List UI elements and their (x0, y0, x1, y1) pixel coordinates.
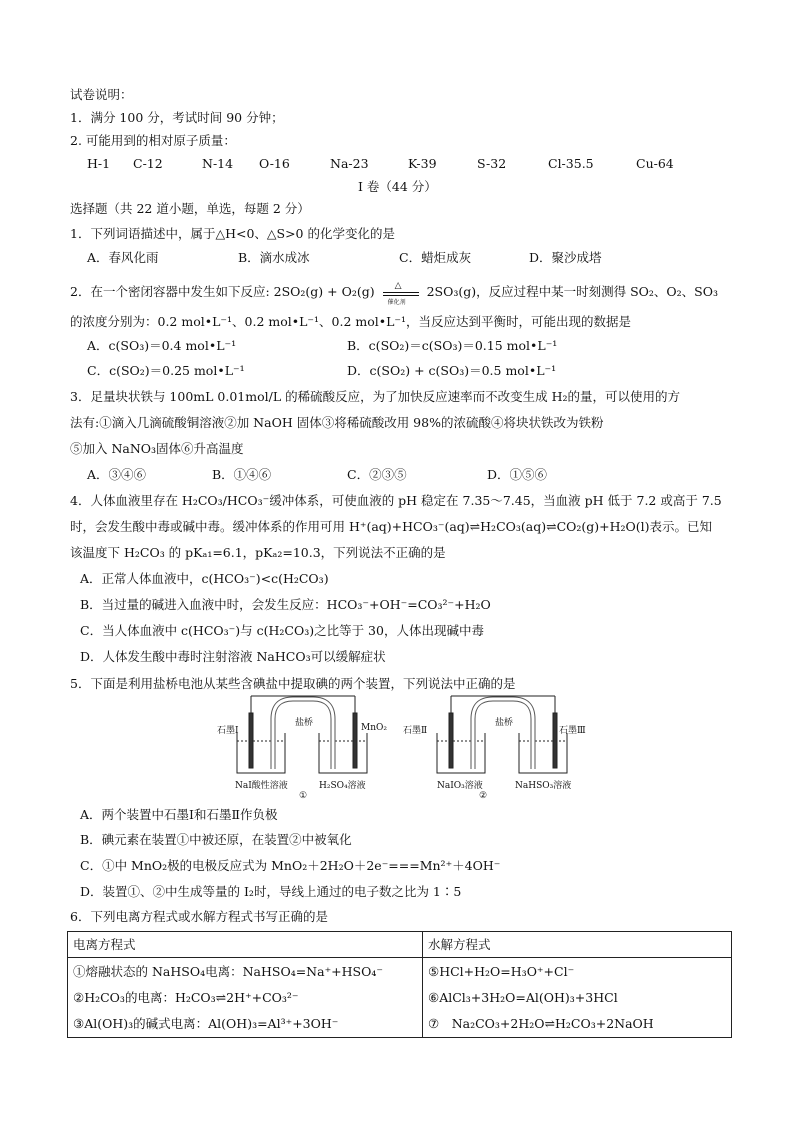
table-cell: ③Al(OH)₃的碱式电离：Al(OH)₃=Al³⁺+3OH⁻ (73, 1016, 339, 1031)
heat-symbol: △ (394, 281, 402, 291)
question-1-option-b: B．滴水成冰 (238, 250, 310, 265)
question-4-line1: 4．人体血液里存在 H₂CO₃/HCO₃⁻缓冲体系，可使血液的 pH 稳定在 7.35～7.45，当血液 pH 低于 7.2 或高于 7.5 (70, 493, 722, 508)
reversible-arrow-icon (382, 281, 420, 306)
mass-item: Cl-35.5 (548, 156, 594, 171)
h2so4-solution-label: H₂SO₄溶液 (319, 781, 366, 791)
question-3-option-a: A．③④⑥ (87, 467, 147, 482)
question-4-option-b: B．当过量的碱进入血液中时，会发生反应：HCO₃⁻+OH⁻=CO₃²⁻+H₂O (80, 597, 491, 612)
question-2-stem (70, 281, 718, 306)
table-header-hydrolysis: 水解方程式 (428, 937, 491, 952)
question-5-option-a: A．两个装置中石墨Ⅰ和石墨Ⅱ作负极 (80, 807, 278, 822)
graphite-3-label: 石墨Ⅲ (559, 726, 586, 736)
equations-table (67, 931, 732, 1038)
question-1-stem: 1．下列词语描述中，属于△H<0、△S>0 的化学变化的是 (70, 226, 395, 241)
table-header-ionization: 电离方程式 (73, 937, 136, 952)
question-2-option-c: C．c(SO₂)＝0.25 mol•L⁻¹ (87, 363, 245, 378)
mass-item: N-14 (202, 156, 234, 171)
question-4-option-d: D．人体发生酸中毒时注射溶液 NaHCO₃可以缓解症状 (80, 649, 386, 664)
question-5-option-c: C．①中 MnO₂极的电极反应式为 MnO₂＋2H₂O＋2e⁻===Mn²⁺＋4OH⁻ (80, 858, 501, 873)
question-2-stem-suffix: 2SO₃(g)，反应过程中某一时刻测得 SO₂、O₂、SO₃ (426, 284, 718, 299)
question-2-option-d: D．c(SO₂) + c(SO₃)＝0.5 mol•L⁻¹ (347, 363, 557, 378)
question-2-option-a: A．c(SO₃)＝0.4 mol•L⁻¹ (87, 338, 237, 353)
question-3-line2: 法有:①滴入几滴硫酸铜溶液②加 NaOH 固体③将稀硫酸改用 98%的浓硫酸④将块状铁改为铁粉 (70, 415, 604, 430)
question-4-option-c: C．当人体血液中 c(HCO₃⁻)与 c(H₂CO₃)之比等于 30，人体出现碱中毒 (80, 623, 484, 638)
mass-item: Na-23 (330, 156, 369, 171)
electrochemical-cells-figure (217, 693, 586, 805)
mass-item: O-16 (259, 156, 290, 171)
table-cell: ⑦ Na₂CO₃+2H₂O⇌H₂CO₃+2NaOH (428, 1016, 654, 1031)
graphite-2-label: 石墨Ⅱ (403, 726, 428, 736)
nai-solution-label: NaI酸性溶液 (235, 781, 288, 791)
question-1-option-d: D．聚沙成塔 (529, 250, 602, 265)
mno2-label: MnO₂ (361, 723, 387, 733)
apparatus-2-number: ② (479, 791, 488, 801)
table-cell: ⑤HCl+H₂O=H₃O⁺+Cl⁻ (428, 964, 575, 979)
mass-item: C-12 (133, 156, 163, 171)
table-cell: ①熔融状态的 NaHSO₄电离：NaHSO₄=Na⁺+HSO₄⁻ (73, 964, 383, 979)
salt-bridge-1-label: 盐桥 (295, 718, 314, 728)
question-3-option-b: B．①④⑥ (212, 467, 272, 482)
naio3-solution-label: NaIO₃溶液 (437, 781, 483, 791)
question-2-stem-line2: 的浓度分别为：0.2 mol•L⁻¹、0.2 mol•L⁻¹、0.2 mol•L⁻¹，当反应达到平衡时，可能出现的数据是 (70, 314, 632, 329)
question-4-option-a: A．正常人体血液中，c(HCO₃⁻)<c(H₂CO₃) (80, 571, 329, 586)
question-3-option-c: C．②③⑤ (347, 467, 407, 482)
salt-bridge-2-label: 盐桥 (495, 718, 514, 728)
rule-atomic-mass: 2. 可能用到的相对原子质量： (70, 133, 236, 148)
question-1-option-c: C．蜡炬成灰 (399, 250, 472, 265)
question-5-option-d: D．装置①、②中生成等量的 I₂时，导线上通过的电子数之比为 1∶5 (80, 884, 462, 899)
table-cell: ⑥AlCl₃+3H₂O=Al(OH)₃+3HCl (428, 990, 618, 1005)
question-1-option-a: A．春风化雨 (87, 250, 159, 265)
question-5-stem: 5．下面是利用盐桥电池从某些含碘盐中提取碘的两个装置，下列说法中正确的是 (70, 676, 516, 691)
graphite-1-label: 石墨Ⅰ (217, 726, 239, 736)
catalyst-label: 催化剂 (387, 299, 406, 306)
question-4-line2: 时，会发生酸中毒或碱中毒。缓冲体系的作用可用 H⁺(aq)+HCO₃⁻(aq)⇌H₂CO₃(aq)⇌CO₂(g)+H₂O(l)表示。已知 (70, 519, 713, 534)
question-3-line3: ⑤加入 NaNO₃固体⑥升高温度 (70, 441, 244, 456)
rule-score-time: 1．满分 100 分，考试时间 90 分钟； (70, 110, 284, 125)
instructions-title: 试卷说明： (70, 87, 133, 102)
question-2-option-b: B．c(SO₂)＝c(SO₃)＝0.15 mol•L⁻¹ (347, 338, 558, 353)
question-4-line3: 该温度下 H₂CO₃ 的 pKₐ₁=6.1，pKₐ₂=10.3，下列说法不正确的是 (70, 545, 446, 560)
question-3-line1: 3．足量块状铁与 100mL 0.01mol/L 的稀硫酸反应，为了加快反应速率而不改变生成 H₂的量，可以使用的方 (70, 389, 680, 404)
mass-item: K-39 (408, 156, 437, 171)
question-5-option-b: B．碘元素在装置①中被还原，在装置②中被氧化 (80, 832, 352, 847)
apparatus-1-number: ① (299, 791, 308, 801)
mass-item: H-1 (87, 156, 111, 171)
question-6-stem: 6．下列电离方程式或水解方程式书写正确的是 (70, 909, 328, 924)
mass-item: Cu-64 (636, 156, 674, 171)
question-2-stem-prefix: 2．在一个密闭容器中发生如下反应: 2SO₂(g) + O₂(g) (70, 284, 375, 299)
table-cell: ②H₂CO₃的电离：H₂CO₃⇌2H⁺+CO₃²⁻ (73, 990, 299, 1005)
nahso3-solution-label: NaHSO₃溶液 (515, 781, 572, 791)
mass-item: S-32 (477, 156, 507, 171)
section-intro: 选择题（共 22 道小题，单选，每题 2 分） (70, 201, 310, 216)
section-title: I 卷（44 分） (358, 179, 437, 194)
question-3-option-d: D．①⑤⑥ (487, 467, 548, 482)
